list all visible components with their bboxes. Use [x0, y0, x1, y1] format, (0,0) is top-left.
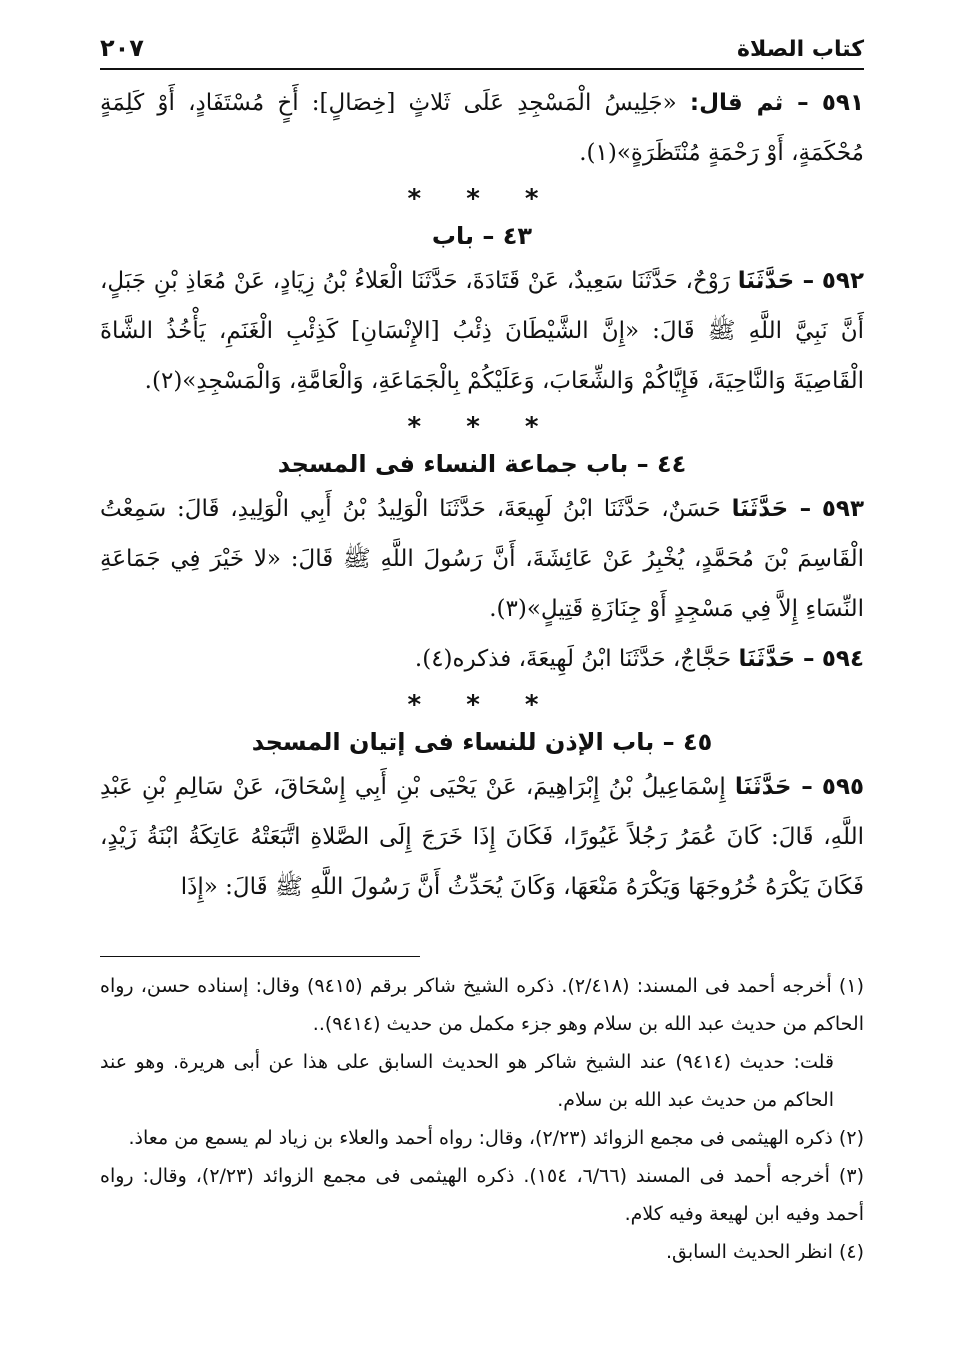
footnote-separator	[100, 956, 420, 957]
hadith-lead: – حَدَّثَنَا	[734, 774, 813, 800]
section-divider-stars: * * *	[407, 412, 557, 442]
hadith-lead: – حَدَّثَنَا	[737, 268, 815, 294]
footnotes	[100, 967, 864, 1271]
footnote-1-comment: قلت: حديث (٩٤١٤) عند الشيخ شاكر هو الحديث السابق على هذا عن أبى هريرة. وهو عند الحاكم من حديث عبد الله بن سلام.	[100, 1051, 834, 1111]
footnote-separator-wrap	[100, 912, 864, 967]
chapter-heading-45: ٤٥ – باب الإذن للنساء فى إتيان المسجد	[251, 728, 713, 756]
hadith-lead: – ثم قال:	[689, 90, 809, 116]
hadith-592	[100, 256, 864, 406]
footnote-3: (٣) أخرجه أحمد فى المسند (٦/٦٦، ١٥٤). ذكره الهيثمى فى مجمع الزوائد (٢/٢٣)، وقال: رواه أحمد وفيه ابن لهيعة وفيه كلام.	[100, 1165, 864, 1225]
chapter-heading-44: ٤٤ – باب جماعة النساء فى المسجد	[277, 450, 687, 478]
hadith-591	[100, 78, 864, 178]
hadith-number: ٥٩٢	[821, 268, 864, 294]
section-divider-stars: * * *	[407, 184, 557, 214]
hadith-lead: – حَدَّثَنَا	[731, 496, 812, 522]
footnote-1: (١) أخرجه أحمد فى المسند: (٢/٤١٨). ذكره الشيخ شاكر برقم (٩٤١٥) وقال: إسناده حسن، رواه الحاكم من حديث عبد الله بن سلام وهو جزء مكمل من حديث (٩٤١٤)..	[100, 975, 864, 1035]
hadith-text: «جَلِيسُ الْمَسْجِدِ عَلَى ثَلاثٍ [خِصَالٍ]: أَخٍ مُسْتَفَادٍ، أَوْ كَلِمَةٍ مُحْكَمَةٍ، أَوْ رَحْمَةٍ مُنْتَظَرَةٍ»(١).	[100, 90, 864, 166]
hadith-number: ٥٩٣	[821, 496, 865, 522]
running-title: كتاب الصلاة	[737, 37, 864, 62]
hadith-text: حَسَنٌ، حَدَّثَنَا ابْنُ لَهِيعَةَ، حَدَّثَنَا الْوَلِيدُ بْنُ أَبِي الْوَلِيدِ، قَالَ: سَمِعْتُ الْقَاسِمَ بْنَ مُحَمَّدٍ، يُخْبِرُ عَنْ عَائِشَةَ، أَنَّ رَسُولَ اللَّهِ ﷺ قَالَ: «لا خَيْرَ فِي جَمَاعَةِ النِّسَاءِ إِلاَّ فِي مَسْجِدٍ أَوْ جِنَازَةِ قَتِيلٍ»(٣).	[100, 496, 864, 622]
footnote-4: (٤) انظر الحديث السابق.	[665, 1241, 864, 1263]
hadith-number: ٥٩١	[821, 90, 865, 116]
hadith-595	[100, 762, 864, 912]
hadith-text: حَجَّاجٌ، حَدَّثَنَا ابْنُ لَهِيعَةَ، فذكره(٤).	[414, 646, 732, 672]
hadith-lead: – حَدَّثَنَا	[738, 646, 815, 672]
page-number: ٢٠٧	[100, 34, 144, 62]
hadith-text: رَوْحٌ، حَدَّثَنَا سَعِيدٌ، عَنْ قَتَادَةَ، حَدَّثَنَا الْعَلاءُ بْنُ زِيَادٍ، عَنْ مُعَاذِ بْنِ جَبَلٍ، أَنَّ نَبِيَّ اللَّهِ ﷺ قَالَ: «إِنَّ الشَّيْطَانَ ذِئْبُ [الإِنْسَانِ] كَذِئْبِ الْغَنَمِ، يَأْخُذُ الشَّاةَ الْقَاصِيَةَ وَالنَّاحِيَةَ، فَإِيَّاكُمْ وَالشِّعَابَ، وَعَلَيْكُمْ بِالْجَمَاعَةِ، وَالْعَامَّةِ، وَالْمَسْجِدِ»(٢).	[100, 268, 864, 394]
hadith-594	[100, 634, 864, 684]
footnote-2: (٢) ذكره الهيثمى فى مجمع الزوائد (٢/٢٣)، وقال: رواه أحمد والعلاء بن زياد لم يسمع من معاذ.	[128, 1127, 864, 1149]
section-divider-stars: * * *	[407, 690, 557, 720]
hadith-number: ٥٩٥	[821, 774, 865, 800]
page-header	[100, 30, 864, 70]
hadith-number: ٥٩٤	[821, 646, 864, 672]
chapter-heading-43: ٤٣ – باب	[431, 222, 533, 250]
hadith-593	[100, 484, 864, 634]
hadith-text: إِسْمَاعِيلُ بْنُ إِبْرَاهِيمَ، عَنْ يَحْيَى بْنِ أَبِي إِسْحَاقَ، عَنْ سَالِمِ بْنِ عَبْدِ اللَّهِ، قَالَ: كَانَ عُمَرُ رَجُلاً غَيُورًا، فَكَانَ إِذَا خَرَجَ إِلَى الصَّلاةِ اتَّبَعَتْهُ عَاتِكَةُ ابْنَةُ زَيْدٍ، فَكَانَ يَكْرَهُ خُرُوجَهَا وَيَكْرَهُ مَنْعَهَا، وَكَانَ يُحَدِّثُ أَنَّ رَسُولَ اللَّهِ ﷺ قَالَ: «إِذَا	[100, 774, 864, 900]
